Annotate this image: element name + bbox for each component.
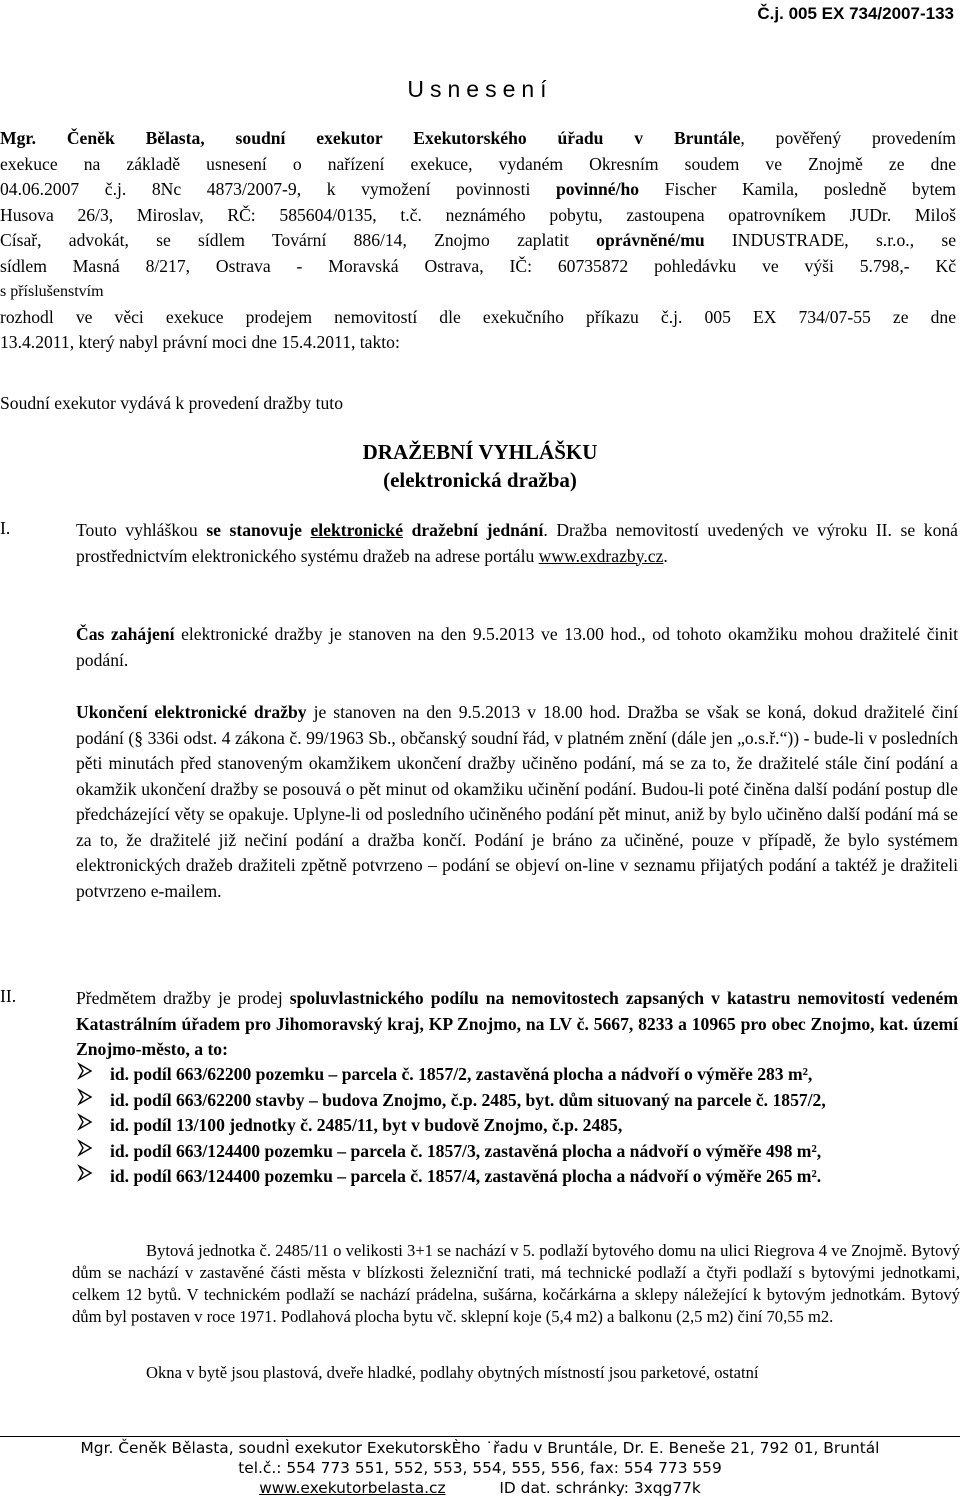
list-item: id. podíl 663/62200 pozemku – parcela č. 1857/2, zastavěná plocha a nádvoří o výměře 283 m², (76, 1062, 958, 1088)
apartment-description-cont: Okna v bytě jsou plastová, dveře hladké, podlahy obytných místností jsou parketové, ostatní (146, 1363, 759, 1382)
list-item: id. podíl 663/124400 pozemku – parcela č. 1857/3, zastavěná plocha a nádvoří o výměře 498 m², (76, 1139, 958, 1165)
arrow-right-icon (76, 1139, 94, 1165)
apartment-description: Bytová jednotka č. 2485/11 o velikosti 3+1 se nachází v 5. podlaží bytového domu na ulici Riegrova 4 ve Znojmě. Bytový dům se nachází v zastavěné části města v blízkosti železniční trati, má technické podlaží a čtyři podlaží s bytovými jednotkami, celkem 12 bytů. V technickém podlaží se nachází prádelna, sušárna, kočárkárna a sklepy náležející k bytovým jednotkám. Bytový dům byl postaven v roce 1971. Podlahová plocha bytu vč. sklepní koje (5,4 m2) a balkonu (2,5 m2) činí 70,55 m2. (72, 1241, 960, 1326)
footer-address: Mgr. Čeněk Bělasta, soudnÌ exekutor ExekutorskÈho ˙řadu v Bruntále, Dr. E. Beneše 21, 792 01, Bruntál (80, 1439, 880, 1457)
auction-heading: DRAŽEBNÍ VYHLÁŠKU (362, 440, 598, 464)
auction-subheading: (elektronická dražba) (383, 468, 577, 492)
arrow-right-icon (76, 1062, 94, 1088)
exdrazby-link[interactable]: www.exdrazby.cz (538, 545, 664, 566)
property-list (76, 1062, 958, 1190)
footer-databox: ID dat. schránky: 3xqg77k (499, 1479, 701, 1497)
intro-executor: Mgr. Čeněk Bělasta, soudní exekutor Exekutorského úřadu v Bruntále (0, 128, 741, 148)
section-1-start-time: Čas zahájení elektronické dražby je stanoven na den 9.5.2013 ve 13.00 hod., od tohoto okamžiku mohou dražitelé činit podání. (76, 624, 958, 670)
arrow-right-icon (76, 1088, 94, 1114)
section-label-2: II. (0, 986, 17, 1006)
intro-paragraph: Mgr. Čeněk Bělasta, soudní exekutor Exekutorského úřadu v Bruntále, pověřený provedením exekuce na základě usnesení o nařízení exekuce, vydaném Okresním soudem ve Znojmě ze dne 04.06.2007 č.j. 8Nc 4873/2007-9, k vymožení povinnosti povinné/ho Fischer Kamila, posledně bytem Husova 26/3, Miroslav, RČ: 585604/0135, t.č. neznámého pobytu, zastoupena opatrovníkem JUDr. Miloš Císař, advokát, se sídlem Tovární 886/14, Znojmo zaplatit oprávněné/mu INDUSTRADE, s.r.o., se sídlem Masná 8/217, Ostrava - Moravská Ostrava, IČ: 60735872 pohledávku ve výši 5.798,- Kč s příslušenstvím rozhodl ve věci exekuce prodejem nemovitostí dle exekučního příkazu č.j. 005 EX 734/07-55 ze dne 13.4.2011, který nabyl právní moci dne 15.4.2011, takto: (0, 128, 956, 352)
list-item: id. podíl 13/100 jednotky č. 2485/11, byt v budově Znojmo, č.p. 2485, (76, 1113, 958, 1139)
footer-web-row (0, 1478, 960, 1498)
document-title: Usnesení (407, 76, 553, 102)
arrow-right-icon (76, 1164, 94, 1190)
arrow-right-icon (76, 1113, 94, 1139)
list-item: id. podíl 663/124400 pozemku – parcela č. 1857/4, zastavěná plocha a nádvoří o výměře 265 m². (76, 1164, 958, 1190)
list-item: id. podíl 663/62200 stavby – budova Znojmo, č.p. 2485, byt. dům situovaný na parcele č. 1857/2, (76, 1088, 958, 1114)
issue-line: Soudní exekutor vydává k provedení dražby tuto (0, 393, 343, 413)
footer-website-link[interactable]: www.exekutorbelasta.cz (259, 1479, 446, 1497)
section-1-intro: Touto vyhláškou se stanovuje elektronické dražební jednání. Dražba nemovitostí uvedených ve výroku II. se koná prostřednictvím elektronického systému dražeb na adrese portálu www.exdrazby.cz. (76, 520, 958, 566)
document-reference: Č.j. 005 EX 734/2007-133 (757, 4, 954, 23)
footer-phone: tel.č.: 554 773 551, 552, 553, 554, 555, 556, fax: 554 773 559 (238, 1459, 722, 1477)
section-label-1: I. (0, 518, 11, 538)
section-1-end-time: Ukončení elektronické dražby je stanoven na den 9.5.2013 v 18.00 hod. Dražba se však se koná, dokud dražitelé činí podání (§ 336i odst. 4 zákona č. 99/1963 Sb., občanský soudní řád, v platném znění (dále jen „o.s.ř.“)) - bude-li v posledních pěti minutách před stanoveným okamžikem ukončení dražby učiněno podání, má se za to, že dražitelé stále činí podání a okamžik ukončení dražby se posouvá o pět minut od okamžiku učinění podání. Budou-li poté činěna další podání postup dle předcházející věty se opakuje. Uplyne-li od posledního učiněného podání pět minut, aniž by bylo učiněno další podání má se za to, že dražitelé již nečiní podání a dražba končí. Podání je bráno za učiněné, pouze v případě, že bylo systémem elektronických dražeb dražiteli zpětně potvrzeno – podání se objeví on-line v seznamu přijatých podání a taktéž je dražiteli potvrzeno e-mailem. (76, 702, 958, 901)
footer-divider (0, 1436, 960, 1437)
section-2-intro: Předmětem dražby je prodej spoluvlastnického podílu na nemovitostech zapsaných v katastru nemovitostí vedeném Katastrálním úřadem pro Jihomoravský kraj, KP Znojmo, na LV č. 5667, 8233 a 10965 pro obec Znojmo, kat. území Znojmo-město, a to: (76, 988, 958, 1059)
